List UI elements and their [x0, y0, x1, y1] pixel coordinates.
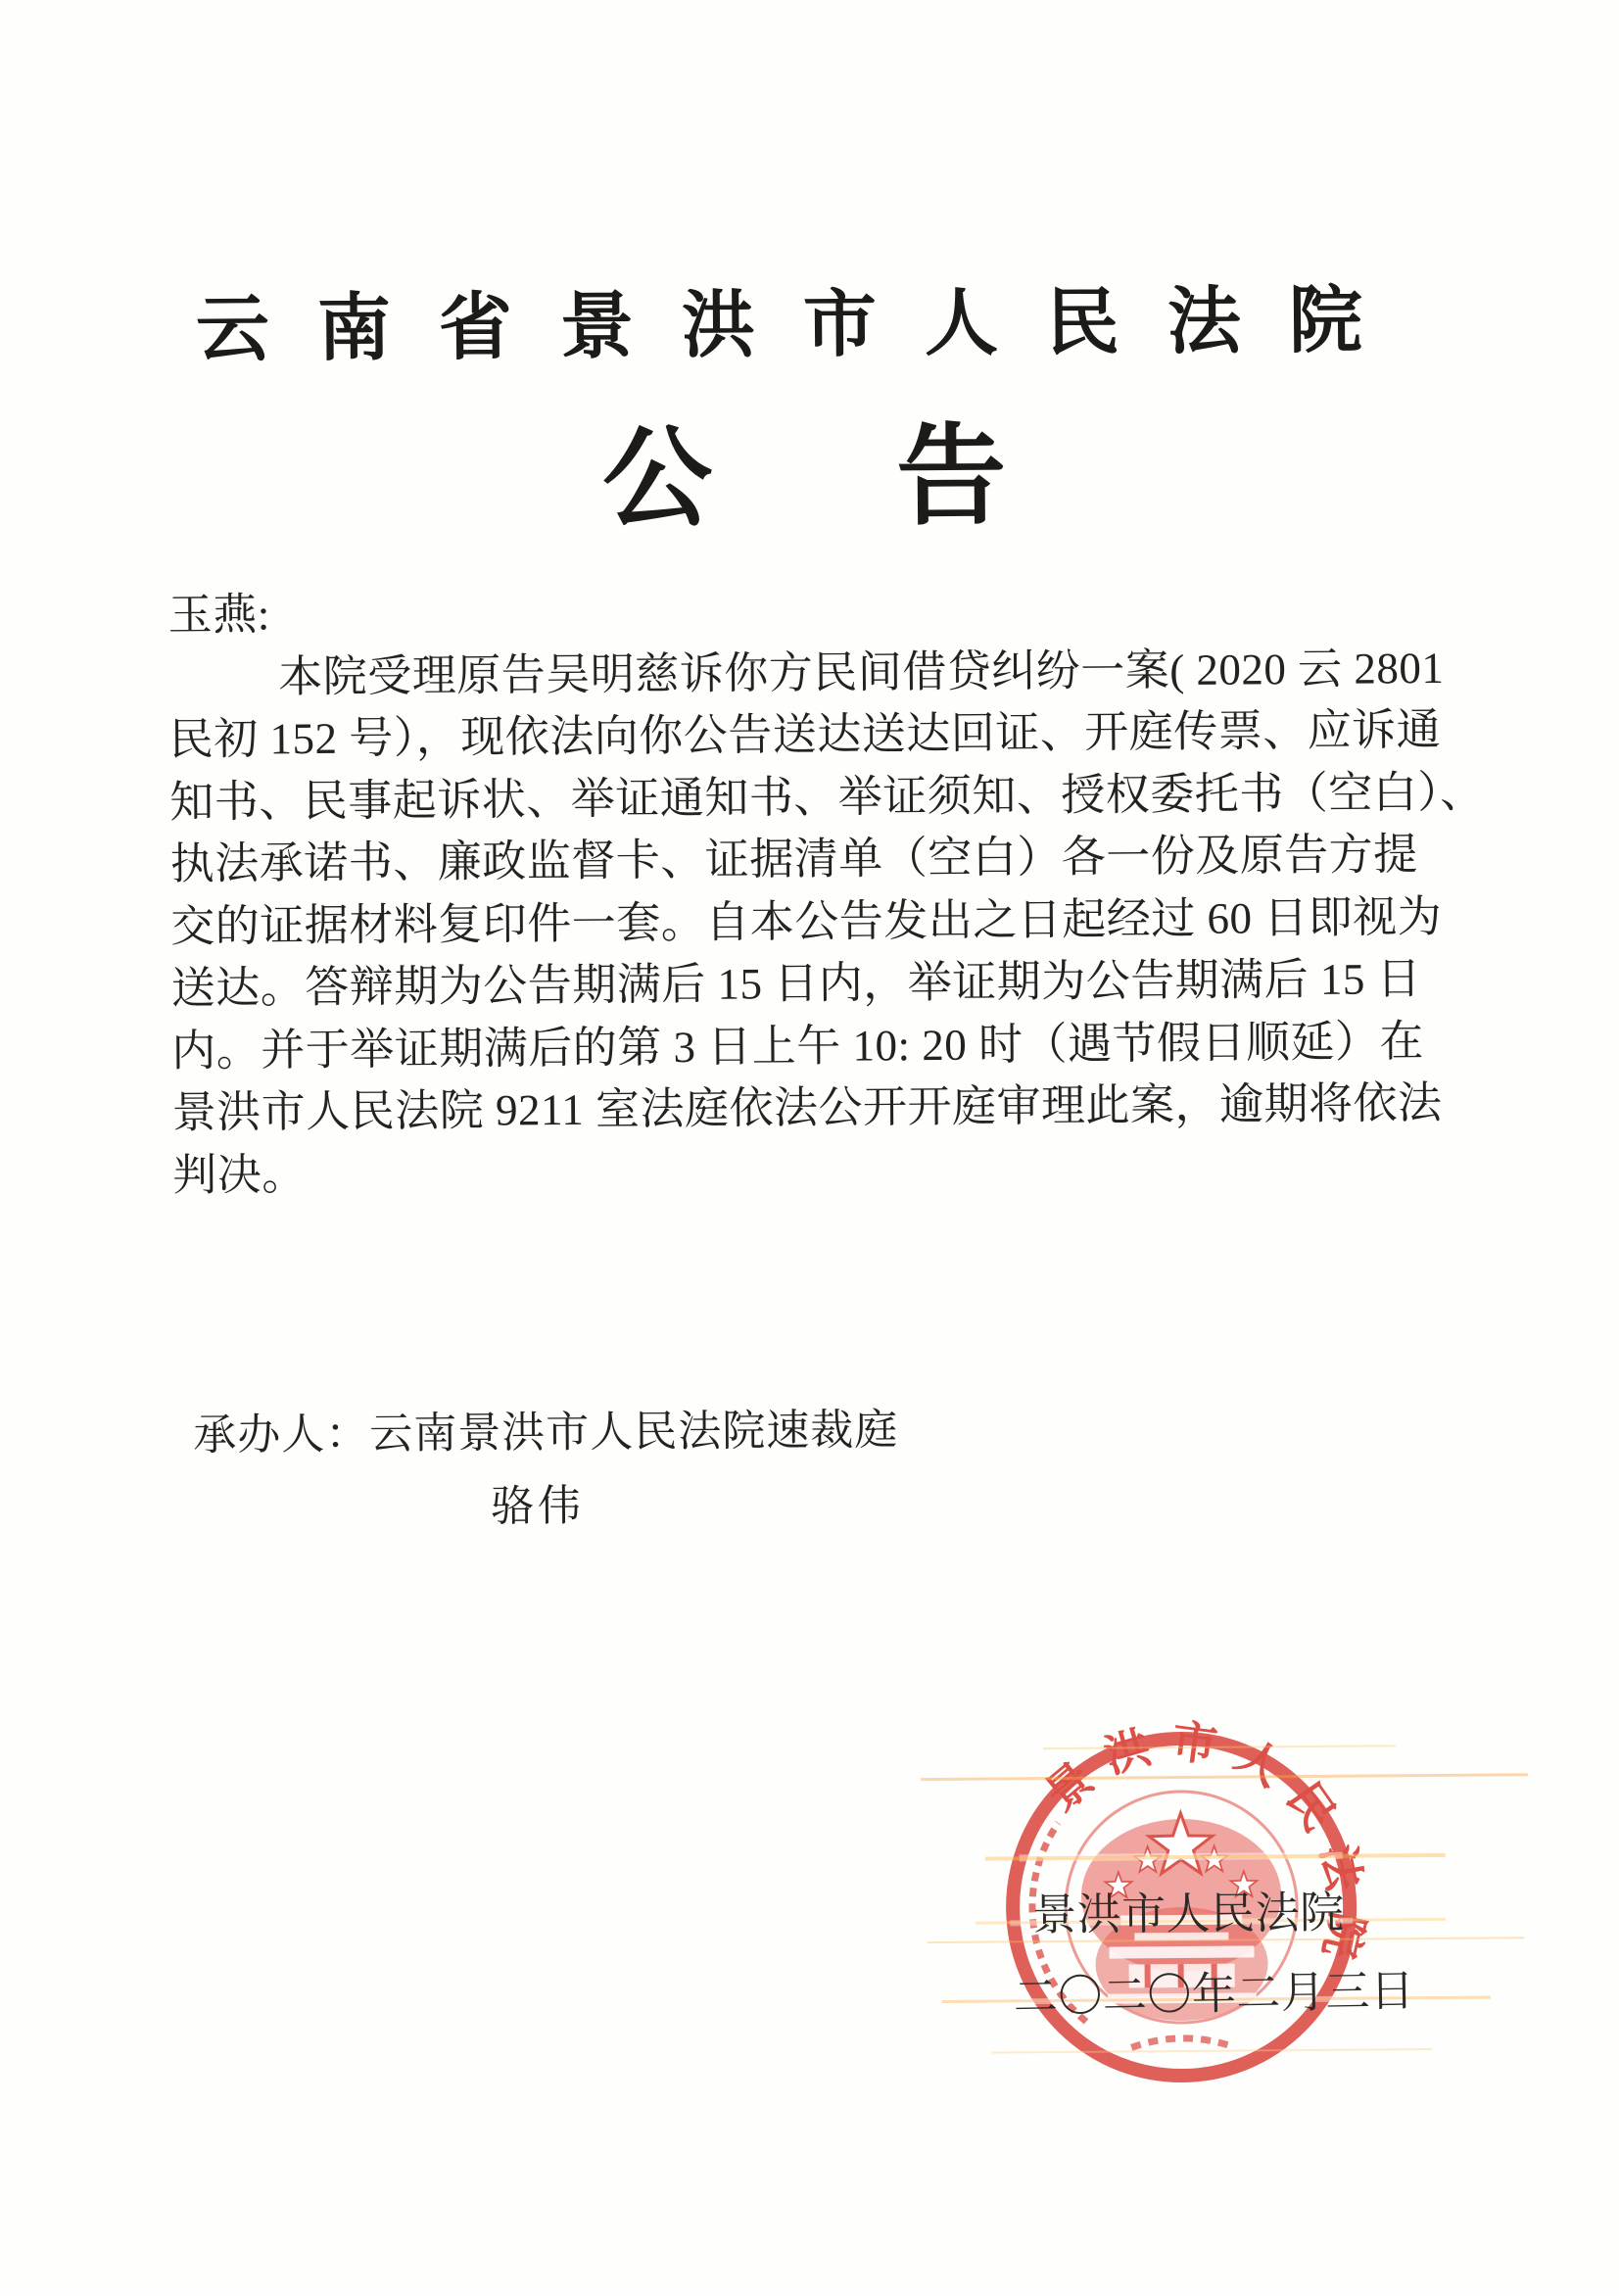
- body-line: 景洪市人民法院 9211 室法庭依法公开开庭审理此案，逾期将依法: [171, 1077, 1443, 1138]
- seal-ink-gap: [1020, 1852, 1343, 1862]
- body-line: 执法承诺书、廉政监督卡、证据清单（空白）各一份及原告方提: [169, 830, 1418, 889]
- seal-arc-text: 景洪市人民法院: [1036, 1715, 1373, 1980]
- notice-title: 公告: [601, 414, 1191, 542]
- body-line: 送达。答辩期为公告期满后 15 日内，举证期为公告期满后 15 日: [170, 954, 1422, 1014]
- body-line: 本院受理原告吴明慈诉你方民间借贷纠纷一案( 2020 云 2801: [278, 643, 1445, 701]
- seal-court-name: 景洪市人民法院: [1031, 1888, 1345, 1940]
- body-line: 内。并于举证期满后的第 3 日上午 10: 20 时（遇节假日顺延）在: [171, 1016, 1425, 1076]
- body-line: 知书、民事起诉状、举证通知书、举证须知、授权委托书（空白）、: [169, 767, 1485, 827]
- body-line: 民初 152 号），现依法向你公告送达送达回证、开庭传票、应诉通: [168, 704, 1442, 765]
- salutation: 玉燕:: [167, 590, 270, 641]
- notice-body: [167, 574, 1563, 1207]
- handler-line: 承办人：云南景洪市人民法院速裁庭: [193, 1406, 899, 1459]
- handler-name: 骆伟: [490, 1481, 586, 1531]
- court-title: 云南省景洪市人民法院: [195, 280, 1411, 371]
- seal-date: 二〇二〇年二月三日: [1013, 1966, 1415, 2023]
- body-line: 判决。: [172, 1149, 307, 1200]
- body-line: 交的证据材料复印件一套。自本公告发出之日起经过 60 日即视为: [170, 891, 1443, 951]
- dai-script-arc: [1131, 2037, 1233, 2047]
